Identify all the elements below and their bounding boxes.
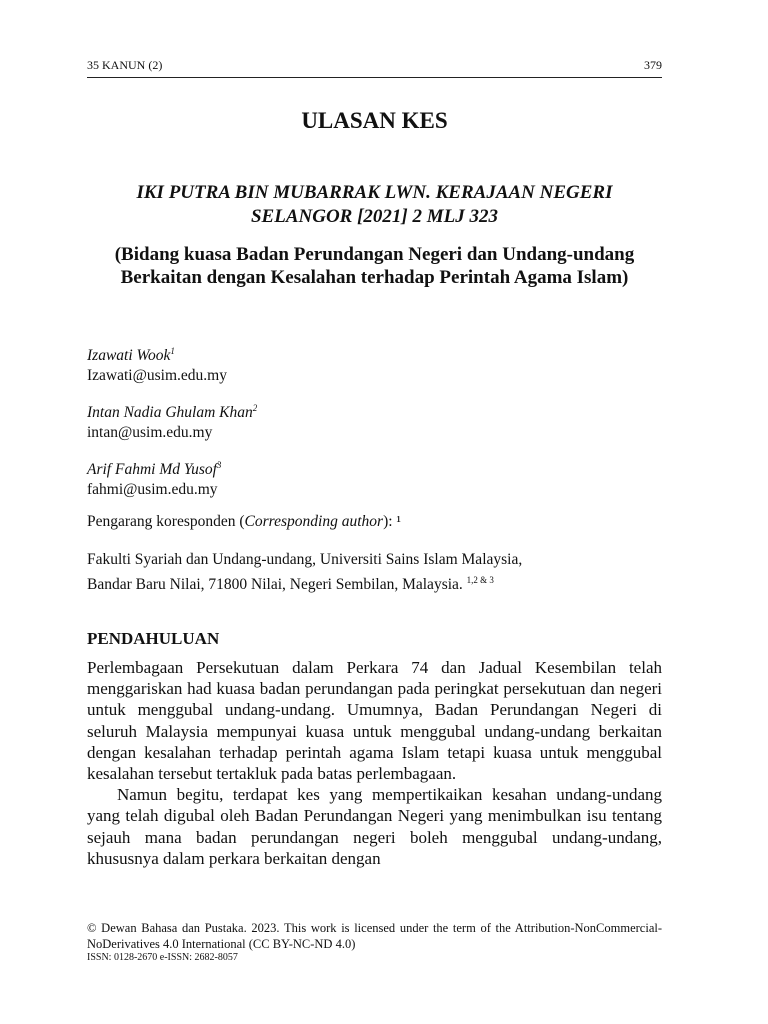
case-title-line-2: SELANGOR [2021] 2 MLJ 323: [250, 206, 498, 227]
affiliation-line-1: Fakulti Syariah dan Undang-undang, Universiti Sains Islam Malaysia,: [87, 551, 523, 568]
author-name: Intan Nadia Ghulam Khan: [87, 404, 253, 422]
paragraph: Namun begitu, terdapat kes yang mempertikaikan kesahan undang-undang yang telah digubal oleh Badan Perundangan Negeri yang menimbulkan isu tentang sejauh mana badan perundangan negeri boleh menggubal undang-undang, khususnya dalam perkara berkaitan dengan: [87, 785, 662, 868]
section-label: ULASAN KES: [301, 108, 448, 133]
case-subtitle: (Bidang kuasa Badan Perundangan Negeri dan Undang-undang Berkaitan dengan Kesalahan terhadap Perintah Agama Islam): [114, 244, 635, 288]
correspondence-suffix: ): ¹: [383, 513, 402, 530]
header-divider: [87, 77, 662, 78]
author-affiliation-mark: 3: [216, 460, 222, 470]
author-name: Izawati Wook: [87, 347, 171, 365]
affiliation: [87, 550, 662, 595]
page-footer: [87, 921, 662, 964]
affiliation-line-2: Bandar Baru Nilai, 71800 Nilai, Negeri Sembilan, Malaysia.: [87, 576, 463, 594]
author-affiliation-mark: 2: [252, 403, 258, 413]
author-affiliation-mark: 1: [170, 346, 175, 356]
author-block: [87, 455, 662, 500]
issn-line: ISSN: 0128-2670 e-ISSN: 2682-8057: [87, 952, 238, 963]
paragraph: Perlembagaan Persekutuan dalam Perkara 74 dan Jadual Kesembilan telah menggariskan had kuasa badan perundangan pada peringkat persekutuan dan negeri untuk menggubal undang-undang. Umumnya, Badan Perundangan Negeri di seluruh Malaysia mempunyai kuasa untuk menggubal undang-undang berkaitan dengan kesalahan terhadap perintah agama Islam tetapi kuasa untuk menggubal kesalahan tersebut tertakluk pada batas perlembagaan.: [87, 658, 662, 784]
author-block: [87, 398, 662, 443]
author-email: Izawati@usim.edu.my: [87, 367, 227, 385]
author-email: fahmi@usim.edu.my: [87, 481, 218, 499]
author-name: Arif Fahmi Md Yusof: [87, 461, 217, 479]
license-notice: © Dewan Bahasa dan Pustaka. 2023. This work is licensed under the term of the Attribution-NonCommercial-NoDerivatives 4.0 International (CC BY-NC-ND 4.0): [87, 921, 662, 951]
corresponding-author-note: [87, 512, 662, 532]
journal-issue: 35 KANUN (2): [87, 58, 163, 72]
body-text: [87, 657, 662, 869]
section-heading: PENDAHULUAN: [87, 629, 220, 648]
author-block: [87, 341, 662, 386]
correspondence-prefix: Pengarang koresponden (: [87, 513, 245, 530]
journal-page: [87, 0, 662, 1024]
affiliation-marks: 1,2 & 3: [466, 575, 494, 585]
case-title: [87, 181, 662, 229]
page-number: 379: [644, 58, 662, 72]
running-header: [87, 58, 662, 72]
author-email: intan@usim.edu.my: [87, 424, 213, 442]
case-title-line-1: IKI PUTRA BIN MUBARRAK LWN. KERAJAAN NEGERI: [136, 182, 613, 203]
correspondence-english: Corresponding author: [244, 513, 384, 530]
